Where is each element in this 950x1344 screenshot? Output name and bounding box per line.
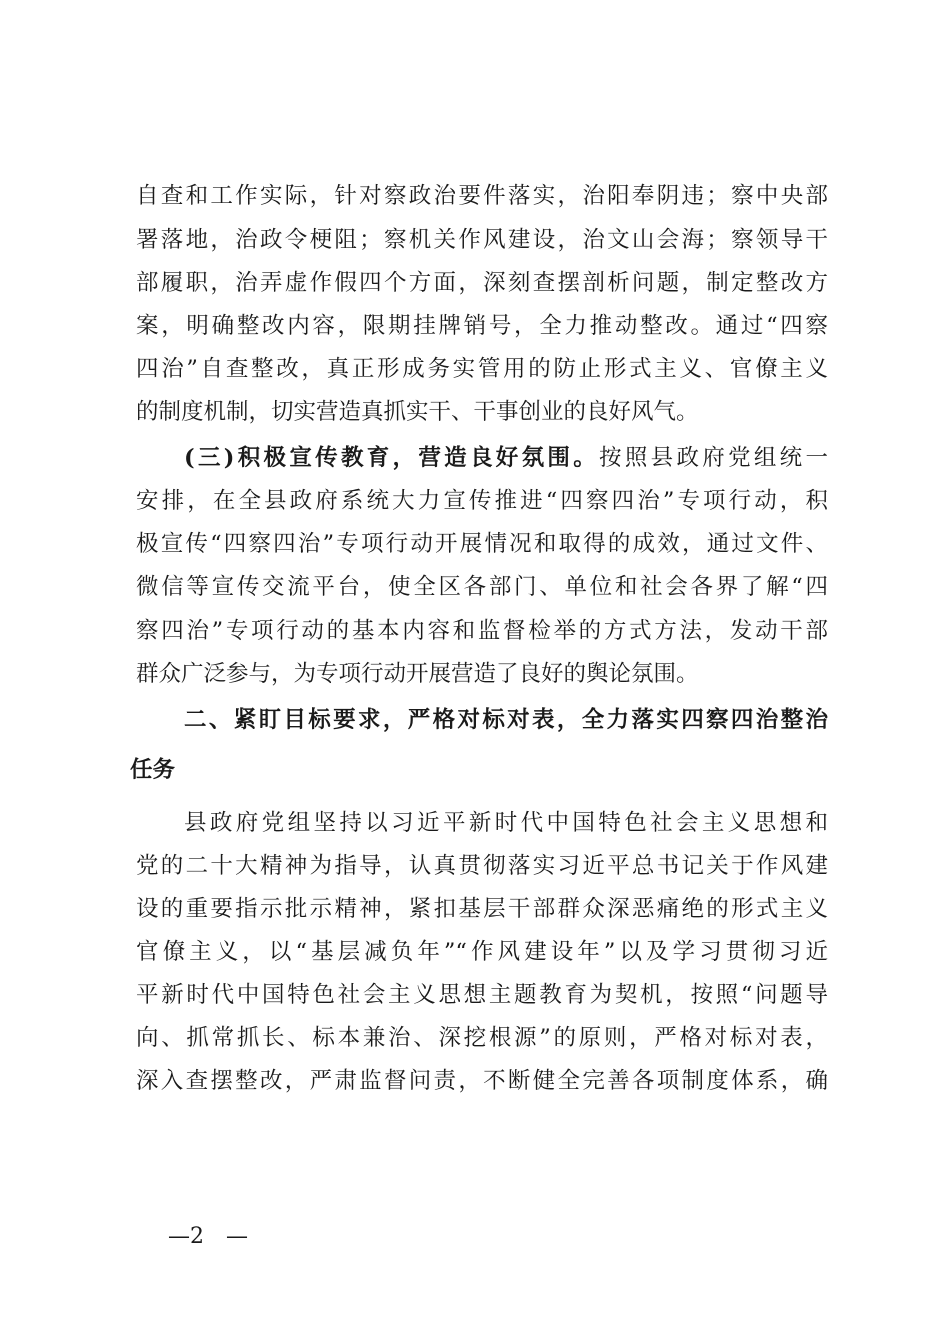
subsection-text: 按照县政府党组统一 [599, 445, 828, 471]
paragraph-line: 的制度机制，切实营造真抓实干、干事创业的良好风气。 [136, 399, 699, 425]
paragraph-line: 四治”自查整改，真正形成务实管用的防止形式主义、官僚主义 [136, 356, 828, 382]
section-heading: 二、紧盯目标要求，严格对标对表，全力落实四察四治整治 [184, 707, 828, 733]
paragraph-line: 群众广泛参与，为专项行动开展营造了良好的舆论氛围。 [136, 661, 699, 687]
paragraph-line: 官僚主义，以“基层减负年”“作风建设年”以及学习贯彻习近 [136, 939, 828, 965]
paragraph-line: 极宣传“四察四治”专项行动开展情况和取得的成效，通过文件、 [136, 531, 828, 557]
paragraph-line: 县政府党组坚持以习近平新时代中国特色社会主义思想和 [184, 810, 828, 836]
page-number: —2 — [168, 1224, 248, 1249]
paragraph-line: 向、抓常抓长、标本兼治、深挖根源”的原则，严格对标对表， [136, 1025, 828, 1051]
paragraph-line: 平新时代中国特色社会主义思想主题教育为契机，按照“问题导 [136, 982, 828, 1008]
subsection-first-line [184, 443, 828, 473]
subsection-heading: (三)积极宣传教育，营造良好氛围。 [184, 445, 600, 471]
paragraph-line: 微信等宣传交流平台，使全区各部门、单位和社会各界了解“四 [136, 574, 828, 600]
paragraph-line: 安排，在全县政府系统大力宣传推进“四察四治”专项行动，积 [136, 488, 828, 514]
section-heading-continued: 任务 [130, 757, 176, 783]
paragraph-line: 自查和工作实际，针对察政治要件落实，治阳奉阴违；察中央部 [136, 183, 828, 209]
paragraph-line: 深入查摆整改，严肃监督问责，不断健全完善各项制度体系，确 [136, 1068, 828, 1094]
paragraph-line: 部履职，治弄虚作假四个方面，深刻查摆剖析问题，制定整改方 [136, 270, 828, 296]
paragraph-line: 党的二十大精神为指导，认真贯彻落实习近平总书记关于作风建 [136, 853, 828, 879]
paragraph-line: 察四治”专项行动的基本内容和监督检举的方式方法，发动干部 [136, 618, 828, 644]
paragraph-line: 署落地，治政令梗阻；察机关作风建设，治文山会海；察领导干 [136, 227, 828, 253]
paragraph-line: 设的重要指示批示精神，紧扣基层干部群众深恶痛绝的形式主义 [136, 896, 828, 922]
paragraph-line: 案，明确整改内容，限期挂牌销号，全力推动整改。通过“四察 [136, 313, 828, 339]
